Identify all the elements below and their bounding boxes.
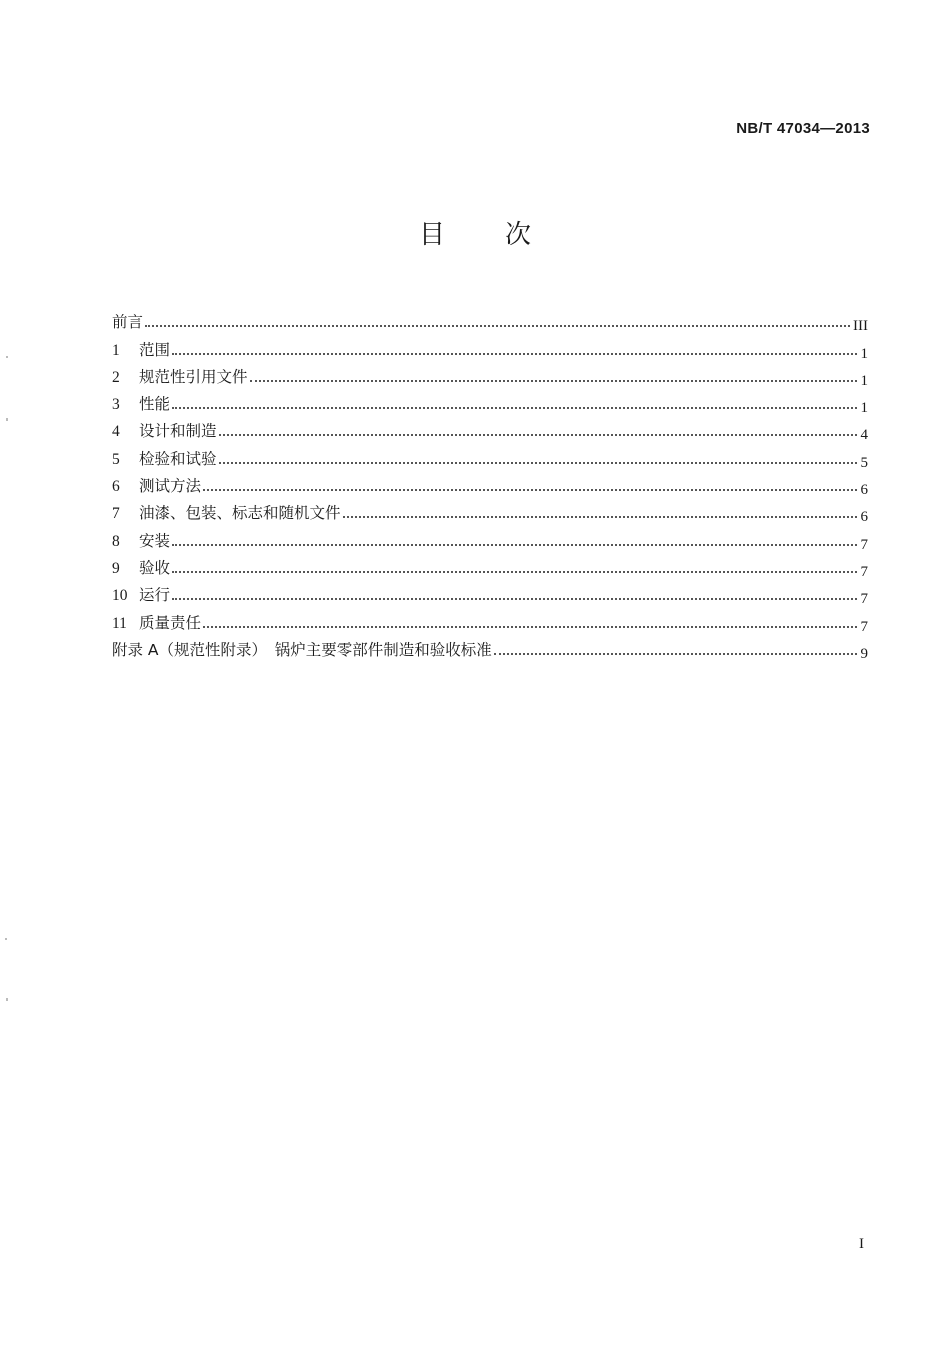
scan-speck [5,938,7,940]
toc-entry-number: 10 [112,587,128,605]
toc-entry-label: 质量责任 [139,613,202,632]
toc-entry-label: 范围 [139,340,171,359]
toc-leader-dots [172,544,857,546]
toc-leader-dots [203,626,857,628]
toc-entry[interactable] [112,578,868,608]
toc-entry-page: 6 [860,482,868,499]
toc-entry-number: 8 [112,532,120,550]
toc-entry[interactable] [112,496,868,526]
toc-entry-page: 6 [860,509,868,526]
toc-leader-dots [203,489,857,491]
toc-leader-dots [145,325,850,327]
toc-entry-label: 检验和试验 [139,449,217,468]
toc-entry-page: 9 [860,645,868,662]
toc-leader-dots [219,462,857,464]
toc-entry-page: 7 [860,536,868,553]
toc-leader-dots [343,516,857,518]
toc-entry-label: 油漆、包装、标志和随机文件 [139,504,341,523]
toc-leader-dots [172,598,857,600]
toc-entry-number: 5 [112,450,120,468]
toc-entry-label: 前言 [112,313,144,332]
toc-entry[interactable] [112,633,868,660]
toc-entry[interactable] [112,441,868,471]
scan-speck [6,356,8,358]
toc-entry[interactable] [112,414,868,444]
toc-entry-number: 7 [112,505,120,523]
toc-entry-label: 规范性引用文件 [139,367,248,386]
toc-entry-label: 附录 A（规范性附录） 锅炉主要零部件制造和验收标准 [112,640,492,659]
toc-entry-page: 7 [860,591,868,608]
table-of-contents [112,305,868,660]
toc-entry-number: 1 [112,341,120,359]
toc-entry-number: 9 [112,559,120,577]
toc-entry[interactable] [112,332,868,362]
toc-leader-dots [172,353,857,355]
toc-entry-page: 4 [860,427,868,444]
toc-entry-number: 2 [112,368,120,386]
toc-leader-dots [172,407,857,409]
toc-entry-label: 安装 [139,531,171,550]
toc-entry[interactable] [112,551,868,578]
toc-entry-number: 3 [112,396,120,414]
toc-entry[interactable] [112,523,868,553]
toc-entry-page: 1 [860,400,868,417]
toc-entry-page: 1 [860,345,868,362]
page-number: I [859,1236,864,1252]
toc-entry[interactable] [112,605,868,635]
toc-entry[interactable] [112,387,868,417]
toc-entry-label: 测试方法 [139,477,202,496]
toc-entry[interactable] [112,469,868,499]
toc-entry[interactable] [112,305,868,335]
scan-speck [6,998,8,1001]
toc-entry-label: 验收 [139,558,171,577]
toc-entry[interactable] [112,360,868,387]
scan-speck [6,418,8,421]
toc-entry-number: 4 [112,423,120,441]
toc-entry-number: 11 [112,614,127,632]
toc-entry-label: 设计和制造 [139,422,217,441]
toc-entry-page: 5 [860,454,868,471]
toc-leader-dots [172,571,857,573]
toc-entry-label: 运行 [139,586,171,605]
toc-leader-dots [219,434,857,436]
toc-entry-page: III [853,318,868,335]
toc-leader-dots [250,380,857,382]
document-code: NB/T 47034—2013 [736,120,870,137]
toc-entry-page: 7 [860,618,868,635]
toc-entry-number: 6 [112,478,120,496]
page-title: 目次 [418,220,591,250]
toc-entry-page: 1 [860,372,868,389]
toc-entry-page: 7 [860,563,868,580]
toc-entry-label: 性能 [139,395,171,414]
toc-leader-dots [494,653,857,655]
